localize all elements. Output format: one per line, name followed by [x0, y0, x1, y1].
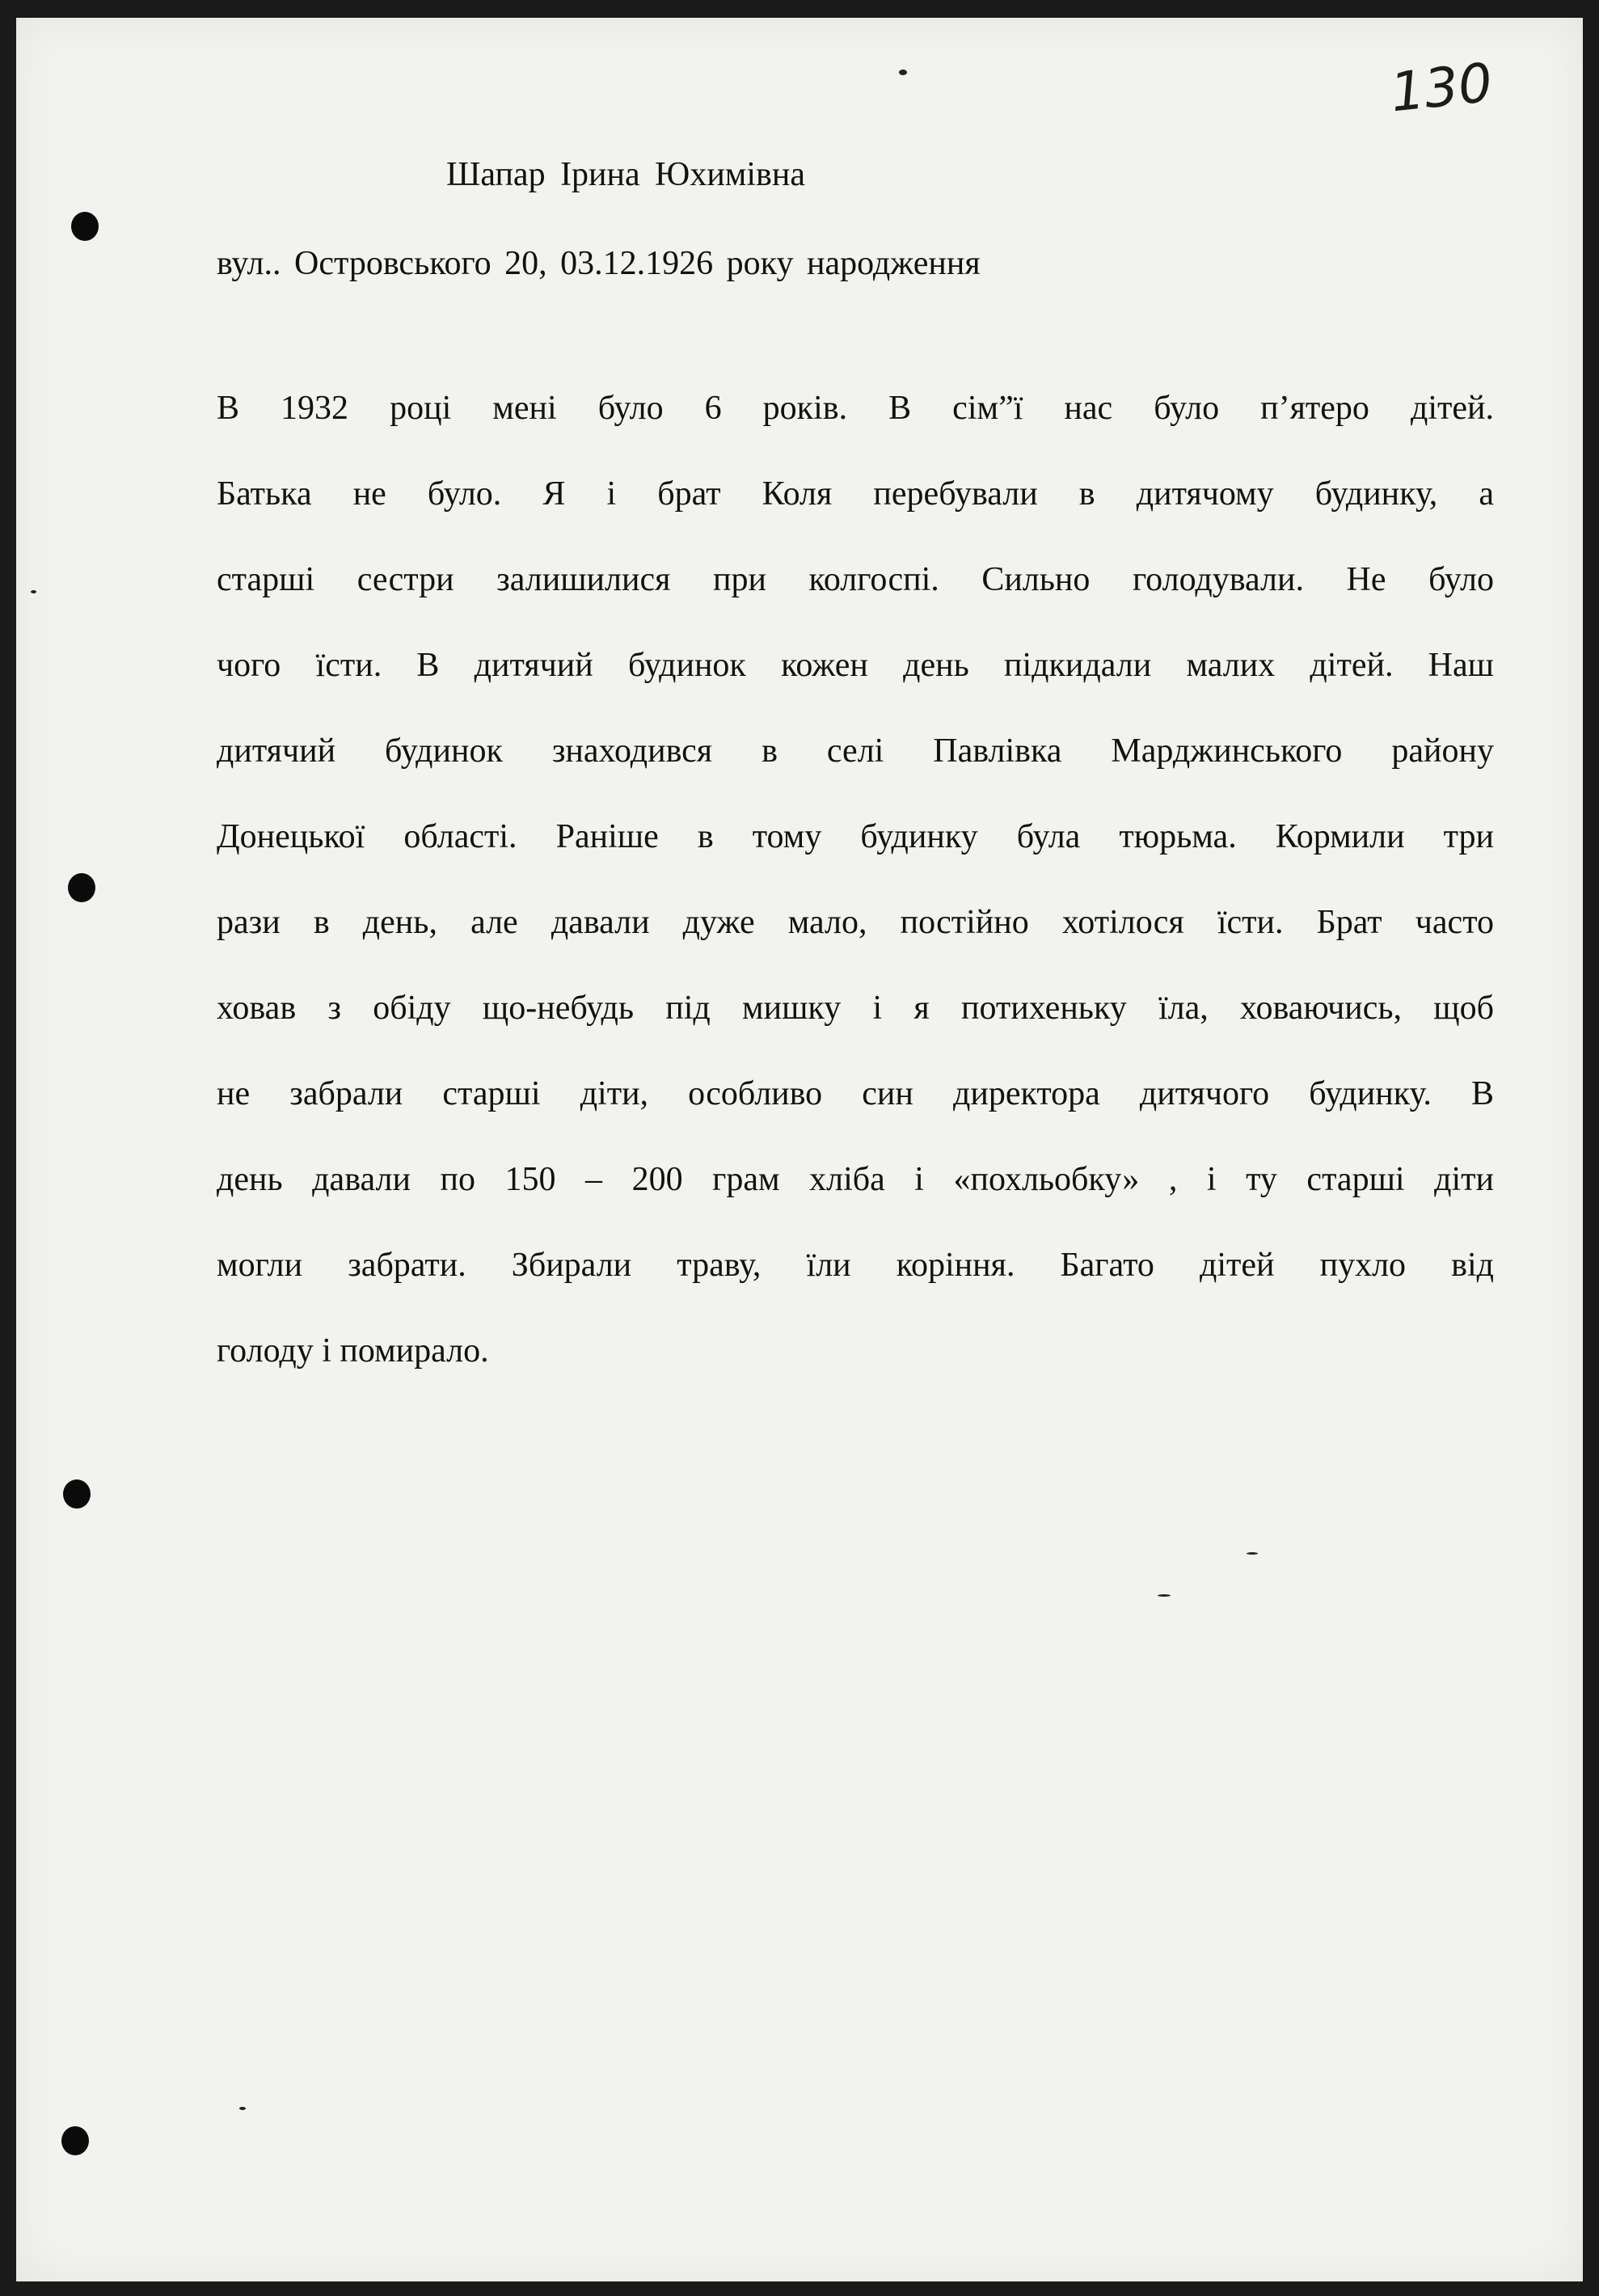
- paper-speck: [899, 70, 907, 75]
- paper-speck: [1158, 1594, 1171, 1597]
- text-line: чого їсти. В дитячий будинок кожен день підкидали малих дітей. Наш: [217, 647, 1494, 684]
- document-page: [16, 18, 1583, 2281]
- text-line: В 1932 році мені було 6 років. В сім”ї нас було п’ятеро дітей.: [217, 390, 1494, 427]
- paper-speck: [31, 590, 36, 593]
- punch-hole: [61, 2126, 89, 2155]
- punch-hole: [71, 212, 99, 241]
- document-title: Шапар Ірина Юхимівна: [446, 156, 805, 193]
- paper-speck: [239, 2107, 246, 2110]
- testimony-text: [217, 365, 1494, 1394]
- text-line: Батька не було. Я і брат Коля перебували в дитячому будинку, а: [217, 475, 1494, 513]
- page-number: 130: [1387, 51, 1496, 125]
- text-line: Донецької області. Раніше в тому будинку була тюрьма. Кормили три: [217, 818, 1494, 855]
- text-line: день давали по 150 – 200 грам хліба і «похльобку» , і ту старші діти: [217, 1161, 1494, 1198]
- text-line: ховав з обіду що-небудь під мишку і я потихеньку їла, ховаючись, щоб: [217, 990, 1494, 1027]
- punch-hole: [68, 873, 95, 902]
- text-line: могли забрати. Збирали траву, їли коріння. Багато дітей пухло від: [217, 1247, 1494, 1284]
- address-line: вул.. Островського 20, 03.12.1926 року народження: [217, 245, 981, 282]
- text-line: старші сестри залишилися при колгоспі. Сильно голодували. Не було: [217, 561, 1494, 598]
- text-line: рази в день, але давали дуже мало, постійно хотілося їсти. Брат часто: [217, 904, 1494, 941]
- paper-speck: [1247, 1552, 1258, 1555]
- text-line: голоду і помирало.: [217, 1332, 489, 1370]
- punch-hole: [63, 1479, 91, 1509]
- text-line: не забрали старші діти, особливо син директора дитячого будинку. В: [217, 1075, 1494, 1112]
- text-line: дитячий будинок знаходився в селі Павлівка Марджинського району: [217, 732, 1494, 770]
